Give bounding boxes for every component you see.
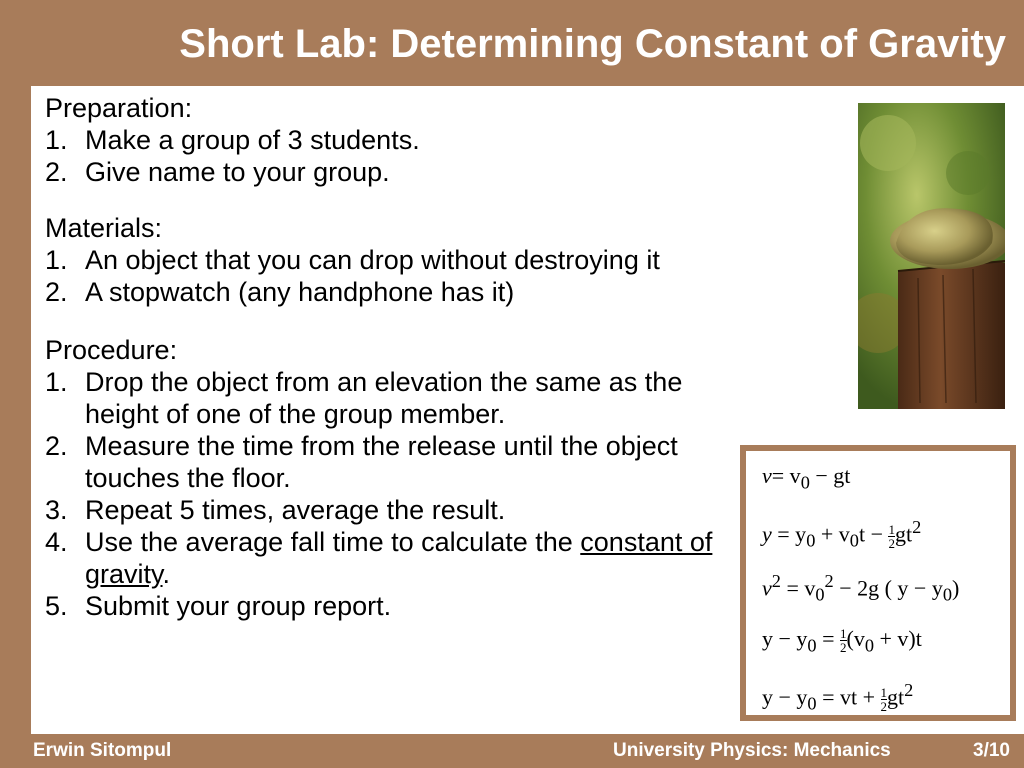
rock-on-post-photo [858, 103, 1005, 409]
eq-sub: 0 [849, 530, 859, 551]
item-text: A stopwatch (any handphone has it) [85, 277, 515, 307]
footer-course: University Physics: Mechanics [613, 740, 891, 761]
eq-sub: 0 [806, 530, 816, 551]
preparation-section [45, 92, 845, 188]
eq-part: = v [780, 575, 816, 601]
content-panel [31, 86, 1024, 734]
eq-part: (v [846, 626, 865, 651]
eq-part: + v)t [874, 626, 922, 651]
eq-sub: 0 [815, 584, 825, 605]
underlined-term: constant of gravity [85, 527, 713, 589]
item-number: 4. [45, 527, 68, 557]
eq-sub: 0 [864, 635, 875, 656]
equation-position [762, 517, 921, 552]
item-number: 2. [45, 431, 68, 461]
eq-sub: 0 [800, 472, 810, 493]
eq-sub: 0 [942, 584, 953, 605]
eq-part: + v [815, 521, 850, 547]
item-text: Measure the time from the release until the object touches the floor. [85, 431, 678, 493]
item-number: 2. [45, 157, 68, 187]
list-item [45, 156, 845, 188]
denominator: 2 [888, 535, 895, 551]
eq-part: = [816, 626, 841, 651]
item-number: 1. [45, 367, 68, 397]
equation-final-velocity-form [762, 680, 913, 715]
footer-page-number: 3/10 [973, 740, 1010, 761]
eq-part: y − y [762, 626, 808, 651]
item-number: 1. [45, 125, 68, 155]
eq-sup: 2 [912, 517, 922, 537]
equation-average-velocity [762, 626, 922, 656]
eq-sub: 0 [807, 635, 817, 656]
list-item [45, 526, 845, 590]
item-text: Make a group of 3 students. [85, 125, 420, 155]
footer-author: Erwin Sitompul [33, 740, 172, 761]
eq-part: = vt + [816, 684, 881, 710]
equation-velocity [762, 463, 850, 493]
list-item [45, 430, 845, 494]
eq-part: − gt [809, 463, 851, 488]
eq-part: − 2g ( y − y [833, 575, 943, 601]
item-number: 3. [45, 495, 68, 525]
eq-part: y [762, 521, 772, 547]
equation-velocity-squared [762, 571, 959, 606]
item-number: 2. [45, 277, 68, 307]
eq-part: = y [771, 521, 807, 547]
numerator: 1 [840, 626, 847, 642]
procedure-section [45, 334, 845, 622]
item-number: 1. [45, 245, 68, 275]
materials-heading: Materials: [45, 213, 163, 243]
eq-sub: 0 [807, 693, 817, 714]
item-text: Give name to your group. [85, 157, 390, 187]
item-text: An object that you can drop without destroying it [85, 245, 660, 275]
item-text: Repeat 5 times, average the result. [85, 495, 506, 525]
formula-box [740, 445, 1016, 721]
eq-part: v [762, 463, 772, 488]
numerator: 1 [880, 684, 888, 700]
eq-sup: 2 [904, 680, 914, 700]
text-area [45, 92, 845, 622]
item-number: 5. [45, 591, 68, 621]
item-text: Drop the object from an elevation the same as the height of one of the group member. [85, 367, 683, 429]
list-item [45, 124, 845, 156]
procedure-heading: Procedure: [45, 335, 178, 365]
rock-on-post-image [858, 103, 1005, 409]
denominator: 2 [880, 698, 888, 714]
eq-part: y − y [762, 684, 808, 710]
eq-sup: 2 [771, 571, 781, 591]
preparation-heading: Preparation: [45, 93, 193, 123]
item-text-tail: . [162, 559, 171, 589]
eq-part: ) [952, 575, 960, 601]
list-item [45, 590, 845, 622]
eq-sup: 2 [824, 571, 834, 591]
numerator: 1 [888, 521, 895, 537]
materials-section [45, 212, 845, 308]
list-item [45, 244, 845, 276]
eq-part: v [762, 575, 772, 601]
item-text-lead: Use the average fall time to calculate the [85, 527, 581, 557]
preparation-list [45, 124, 845, 188]
list-item [45, 276, 845, 308]
list-item [45, 366, 845, 430]
eq-part: gt [887, 684, 905, 710]
item-text: Submit your group report. [85, 591, 392, 621]
list-item [45, 494, 845, 526]
eq-part: = v [771, 463, 801, 488]
procedure-list [45, 366, 845, 622]
materials-list [45, 244, 845, 308]
eq-part: gt [894, 521, 913, 547]
denominator: 2 [840, 640, 847, 656]
item-text [85, 526, 740, 590]
eq-part: t − [858, 521, 889, 547]
slide-title: Short Lab: Determining Constant of Gravity [179, 22, 1006, 66]
